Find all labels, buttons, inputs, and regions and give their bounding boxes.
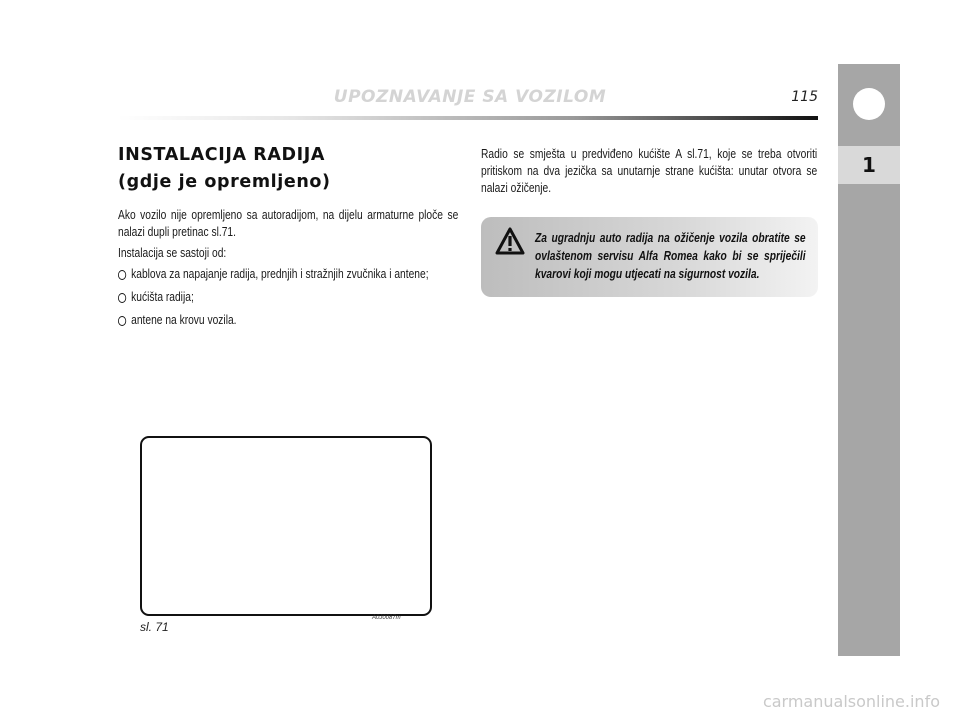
- section-title-line1: INSTALACIJA RADIJA: [118, 145, 325, 165]
- chapter-side-tab: [838, 64, 900, 656]
- list-item: [118, 289, 458, 306]
- intro-paragraph: Ako vozilo nije opremljeno sa autoradijom, na dijelu armaturne ploče se nalazi dupli pretinac sl.71.: [118, 208, 459, 239]
- figure-code: A0J0087m: [372, 615, 401, 621]
- figure-caption: sl. 71: [140, 620, 169, 634]
- list-item-text: antene na krovu vozila.: [131, 313, 237, 327]
- list-intro: Instalacija se sastoji od:: [118, 246, 227, 260]
- watermark: carmanualsonline.info: [762, 692, 940, 711]
- list-item: [118, 312, 458, 329]
- circle-icon: [853, 88, 885, 120]
- figure-image-frame: [140, 436, 432, 616]
- circle-bullet-icon: [118, 316, 126, 326]
- list-item-text: kućišta radija;: [131, 290, 194, 304]
- warning-triangle-icon: [495, 227, 525, 255]
- left-column: [118, 207, 458, 335]
- chapter-number: 1: [838, 146, 900, 184]
- circle-bullet-icon: [118, 270, 126, 280]
- section-title-line2: (gdje je opremljeno): [118, 172, 331, 192]
- chapter-header-title: UPOZNAVANJE SA VOZILOM: [333, 87, 607, 107]
- installation-paragraph: Radio se smješta u predviđeno kućište A sl.71, koje se treba otvoriti pritiskom na dva jezička sa unutarnje strane kućišta: unutar otvora se nalazi ožičenje.: [481, 147, 818, 195]
- component-list: [118, 266, 458, 329]
- warning-box: [481, 217, 818, 297]
- header-divider: [118, 116, 818, 120]
- page-number: 115: [791, 89, 818, 105]
- circle-bullet-icon: [118, 293, 126, 303]
- list-item: [118, 266, 458, 283]
- section-title: [118, 142, 458, 196]
- list-item-text: kablova za napajanje radija, prednjih i stražnjih zvučnika i antene;: [131, 267, 429, 281]
- warning-text: Za ugradnju auto radija na ožičenje vozila obratite se ovlaštenom servisu Alfa Romea kako bi se spriječili kvarovi koji mogu utjecati na sigurnost vozila.: [535, 231, 806, 281]
- side-tab-top: [838, 64, 900, 142]
- right-column: [481, 146, 817, 197]
